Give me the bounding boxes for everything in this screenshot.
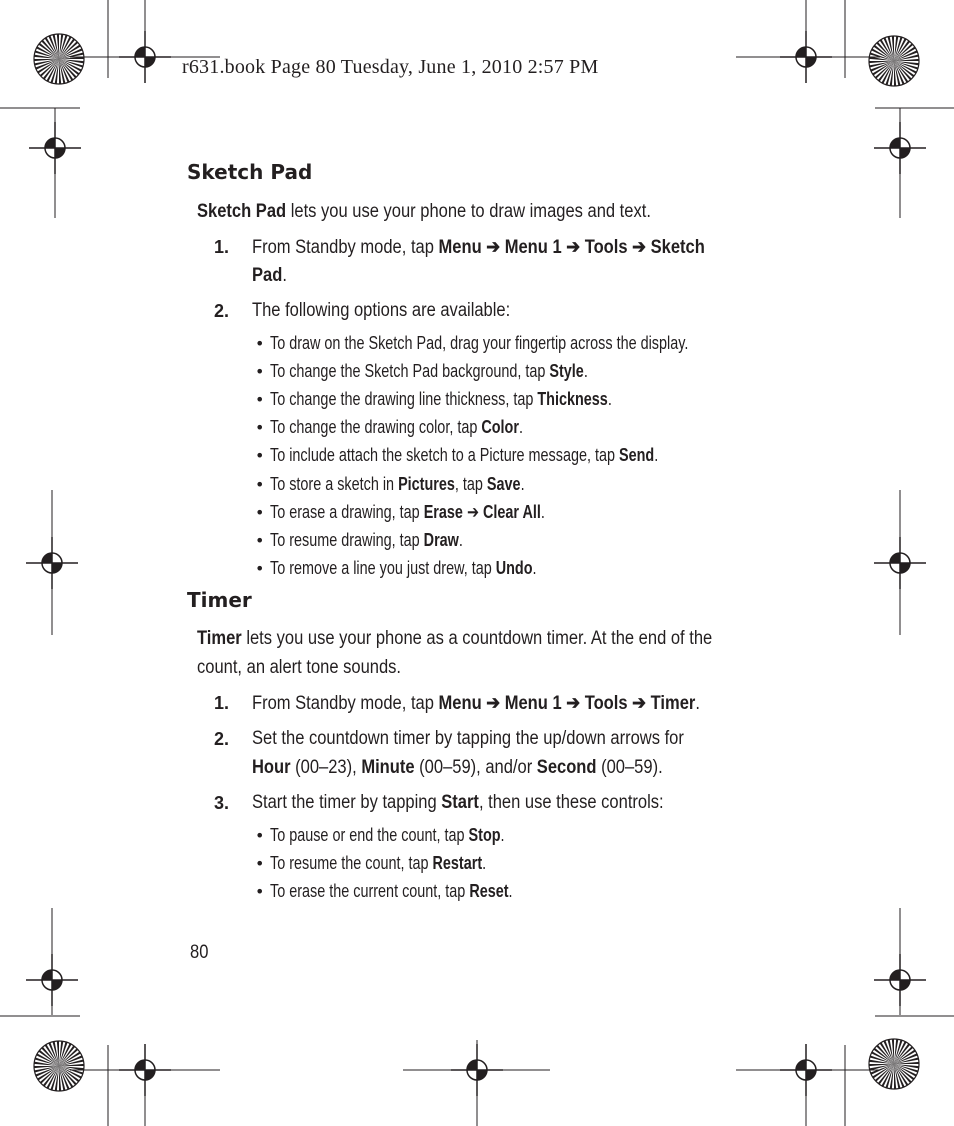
timer-step-1: From Standby mode, tap Menu ➔ Menu 1 ➔ Tools ➔ Timer.: [252, 693, 700, 714]
step-number: 1.: [214, 693, 230, 713]
step-number: 2.: [214, 729, 230, 749]
sketch-step-2: The following options are available:: [252, 300, 511, 321]
timer-bullet-item: To pause or end the count, tap Stop.: [270, 825, 505, 845]
sketch-bullet-item: To draw on the Sketch Pad, drag your fingertip across the display.: [270, 333, 689, 353]
bullet-icon: •: [255, 390, 265, 410]
bullet-icon: •: [255, 854, 265, 873]
bullet-icon: •: [255, 826, 265, 845]
bullet-icon: •: [255, 882, 265, 901]
sketch-step-1-line2: Pad.: [252, 265, 287, 286]
bullet-icon: •: [255, 530, 265, 550]
timer-step-3: Start the timer by tapping Start, then use these controls:: [252, 792, 664, 813]
sketch-bullet-item: To change the Sketch Pad background, tap Style.: [270, 361, 588, 382]
book-slug-line: r631.book Page 80 Tuesday, June 1, 2010 2:57 PM: [182, 56, 599, 78]
sketch-bullet-item: To change the drawing color, tap Color.: [270, 417, 523, 438]
sketch-bullet-item: To store a sketch in Pictures, tap Save.: [270, 473, 525, 494]
timer-bullet-item: To erase the current count, tap Reset.: [270, 881, 513, 901]
timer-bullet-item: To resume the count, tap Restart.: [270, 853, 487, 873]
timer-intro-line1: Timer lets you use your phone as a countdown timer. At the end of the: [197, 628, 713, 649]
timer-intro-line2: count, an alert tone sounds.: [197, 657, 402, 678]
sketch-bullet-item: To remove a line you just drew, tap Undo.: [270, 557, 537, 578]
bullet-icon: •: [255, 474, 265, 494]
step-number: 3.: [214, 793, 230, 813]
bullet-icon: •: [255, 334, 265, 353]
sketch-bullet-item: To resume drawing, tap Draw.: [270, 529, 463, 550]
bullet-icon: •: [255, 502, 265, 522]
step-number: 2.: [214, 301, 230, 321]
sketch-pad-intro: Sketch Pad lets you use your phone to draw images and text.: [197, 201, 651, 222]
bullet-icon: •: [255, 446, 265, 466]
step-number: 1.: [214, 237, 230, 257]
bullet-icon: •: [255, 558, 265, 578]
timer-heading: Timer: [187, 588, 252, 612]
sketch-step-1-line1: From Standby mode, tap Menu ➔ Menu 1 ➔ Tools ➔ Sketch: [252, 237, 705, 258]
sketch-bullet-item: To include attach the sketch to a Picture message, tap Send.: [270, 445, 659, 466]
bullet-icon: •: [255, 362, 265, 382]
timer-step-2-line2: Hour (00–23), Minute (00–59), and/or Second (00–59).: [252, 757, 663, 778]
sketch-bullet-item: To erase a drawing, tap Erase ➔ Clear All.: [270, 501, 545, 522]
sketch-pad-heading: Sketch Pad: [187, 160, 313, 184]
page-number: 80: [190, 942, 209, 963]
timer-step-2-line1: Set the countdown timer by tapping the up/down arrows for: [252, 728, 684, 749]
sketch-bullet-item: To change the drawing line thickness, tap Thickness.: [270, 389, 612, 410]
bullet-icon: •: [255, 418, 265, 438]
